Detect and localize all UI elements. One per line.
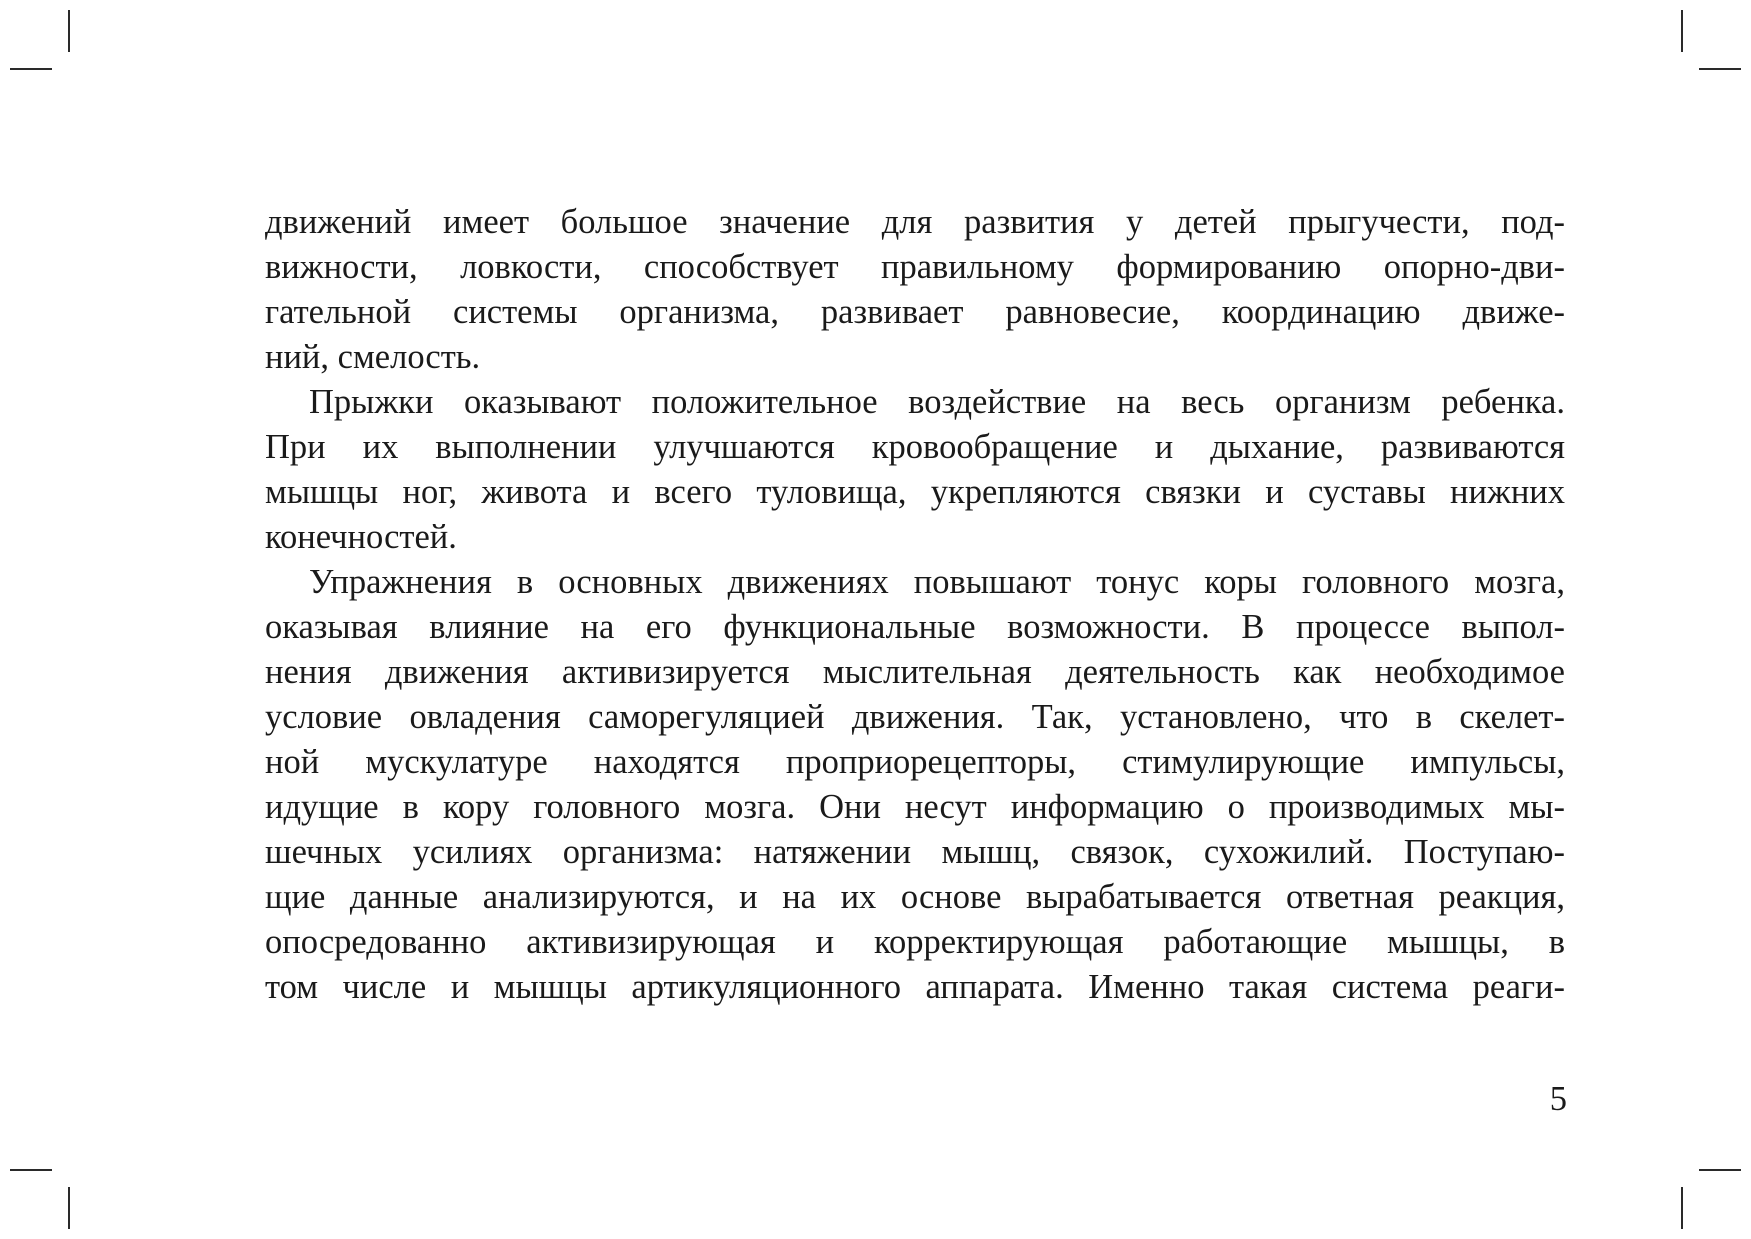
text-line: шечных усилиях организма: натяжении мышц, связок, сухожилий. Поступаю- <box>265 833 1565 871</box>
text-line: Прыжки оказывают положительное воздействие на весь организм ребенка. <box>309 383 1565 421</box>
crop-mark-top-left-vertical <box>68 10 70 52</box>
text-line: движений имеет большое значение для развития у детей прыгучести, под- <box>265 203 1565 241</box>
crop-mark-bottom-right-horizontal <box>1699 1169 1741 1171</box>
text-line: том числе и мышцы артикуляционного аппарата. Именно такая система реаги- <box>265 968 1565 1006</box>
crop-mark-top-right-horizontal <box>1699 68 1741 70</box>
text-line: Упражнения в основных движениях повышают тонус коры головного мозга, <box>309 563 1565 601</box>
text-line: мышцы ног, живота и всего туловища, укрепляются связки и суставы нижних <box>265 473 1565 511</box>
text-line: условие овладения саморегуляцией движения. Так, установлено, что в скелет- <box>265 698 1565 736</box>
text-line: гательной системы организма, развивает равновесие, координацию движе- <box>265 293 1565 331</box>
text-line: конечностей. <box>265 518 457 556</box>
text-line: При их выполнении улучшаются кровообращение и дыхание, развиваются <box>265 428 1565 466</box>
crop-mark-bottom-right-vertical <box>1681 1187 1683 1229</box>
text-line: оказывая влияние на его функциональные возможности. В процессе выпол- <box>265 608 1565 646</box>
text-line: идущие в кору головного мозга. Они несут информацию о производимых мы- <box>265 788 1565 826</box>
text-line: ной мускулатуре находятся проприорецепторы, стимулирующие импульсы, <box>265 743 1565 781</box>
text-line: ний, смелость. <box>265 338 481 376</box>
body-text <box>265 200 1565 1010</box>
crop-mark-bottom-left-horizontal <box>10 1169 52 1171</box>
crop-mark-top-right-vertical <box>1681 10 1683 52</box>
text-line: щие данные анализируются, и на их основе вырабатывается ответная реакция, <box>265 878 1565 916</box>
crop-mark-top-left-horizontal <box>10 68 52 70</box>
paragraph-2 <box>265 380 1565 560</box>
text-line: нения движения активизируется мыслительная деятельность как необходимое <box>265 653 1565 691</box>
text-line: вижности, ловкости, способствует правильному формированию опорно-дви- <box>265 248 1565 286</box>
text-line: опосредованно активизирующая и корректирующая работающие мышцы, в <box>265 923 1565 961</box>
paragraph-1 <box>265 200 1565 380</box>
paragraph-3 <box>265 560 1565 1010</box>
page-number: 5 <box>1549 1080 1567 1118</box>
crop-mark-bottom-left-vertical <box>68 1187 70 1229</box>
